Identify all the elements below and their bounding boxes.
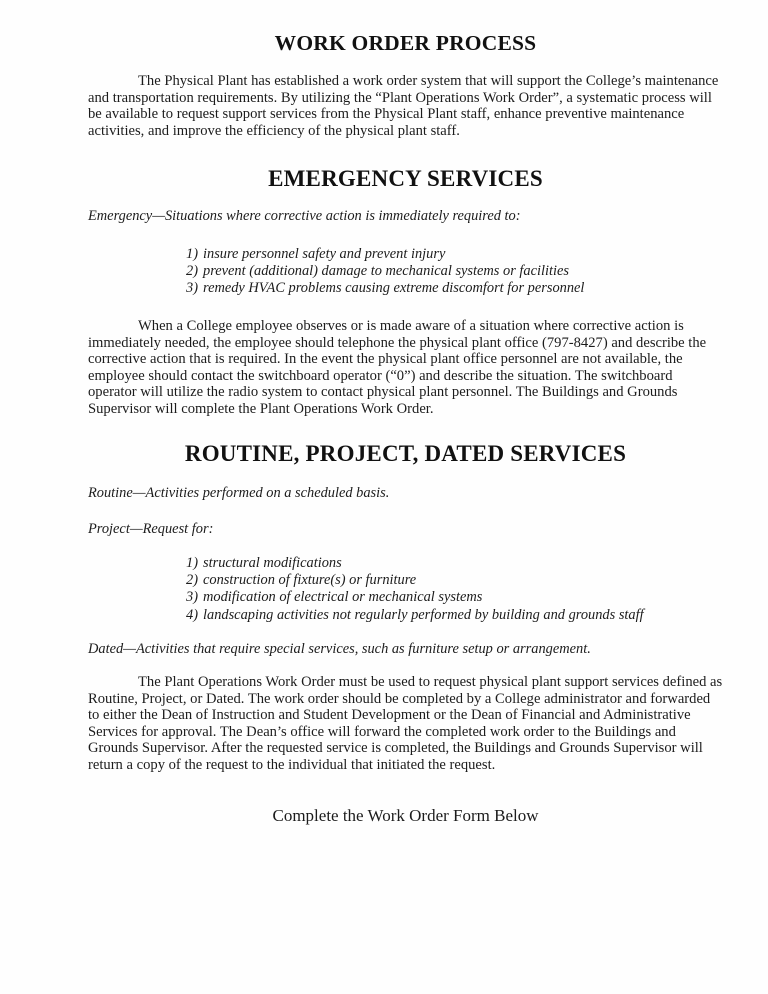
- routine-definition-line: Routine—Activities performed on a scheduled basis.: [88, 485, 390, 501]
- list-item-label: prevent (additional) damage to mechanical systems or facilities: [203, 263, 569, 280]
- list-item-label: insure personnel safety and prevent injury: [203, 246, 446, 262]
- list-item-label: construction of fixture(s) or furniture: [203, 572, 417, 589]
- list-item-number: 3): [186, 280, 198, 297]
- list-item: [186, 589, 644, 606]
- emergency-services-list: [186, 246, 584, 298]
- section-heading-routine-project-dated-services: ROUTINE, PROJECT, DATED SERVICES: [184, 441, 627, 466]
- project-services-list: [186, 555, 644, 624]
- list-item: [186, 263, 584, 280]
- list-item: [186, 572, 644, 589]
- list-item: [186, 280, 584, 297]
- list-item-number: 3): [186, 589, 198, 606]
- dated-definition-line: Dated—Activities that require special services, such as furniture setup or arrangement.: [88, 641, 591, 657]
- list-item-label: modification of electrical or mechanical systems: [203, 589, 483, 606]
- page-title: WORK ORDER PROCESS: [274, 31, 537, 55]
- list-item: [186, 246, 584, 263]
- list-item-label: landscaping activities not regularly performed by building and grounds staff: [203, 606, 644, 623]
- closing-note: Complete the Work Order Form Below: [272, 806, 539, 825]
- list-item-number: 1): [186, 555, 198, 571]
- emergency-definition-line: Emergency—Situations where corrective action is immediately required to:: [88, 208, 521, 224]
- emergency-body-paragraph: When a College employee observes or is made aware of a situation where corrective action is immediately needed, the employee should telephone the physical plant office (797-8427) and describe the corrective action that is required. In the event the physical plant office personnel are not available, the employee should contact the switchboard operator (“0”) and describe the situation. The switchboard operator will utilize the radio system to contact physical plant personnel. The Buildings and Grounds Supervisor will complete the Plant Operations Work Order.: [88, 318, 707, 417]
- list-item-label: remedy HVAC problems causing extreme discomfort for personnel: [203, 280, 585, 297]
- project-definition-line: Project—Request for:: [88, 521, 214, 537]
- list-item-number: 4): [186, 606, 198, 623]
- list-item: [186, 555, 644, 572]
- routine-body-paragraph: The Plant Operations Work Order must be used to request physical plant support services defined as Routine, Project, or Dated. The work order should be completed by a College administrator and forwarded to either the Dean of Instruction and Student Development or the Dean of Financial and Administrative Services for approval. The Dean’s office will forward the completed work order to the Buildings and Grounds Supervisor. After the requested service is completed, the Buildings and Grounds Supervisor will return a copy of the request to the individual that initiated the request.: [88, 674, 723, 773]
- list-item: [186, 607, 644, 624]
- list-item-label: structural modifications: [203, 555, 342, 571]
- list-item-number: 2): [186, 263, 198, 280]
- list-item-number: 1): [186, 246, 198, 262]
- intro-paragraph: The Physical Plant has established a work order system that will support the College’s maintenance and transportation requirements. By utilizing the “Plant Operations Work Order”, a systematic process will be available to request support services from the Physical Plant staff, enhance preventive maintenance activities, and improve the efficiency of the physical plant staff.: [88, 73, 719, 139]
- section-heading-emergency-services: EMERGENCY SERVICES: [268, 166, 543, 191]
- list-item-number: 2): [186, 572, 198, 589]
